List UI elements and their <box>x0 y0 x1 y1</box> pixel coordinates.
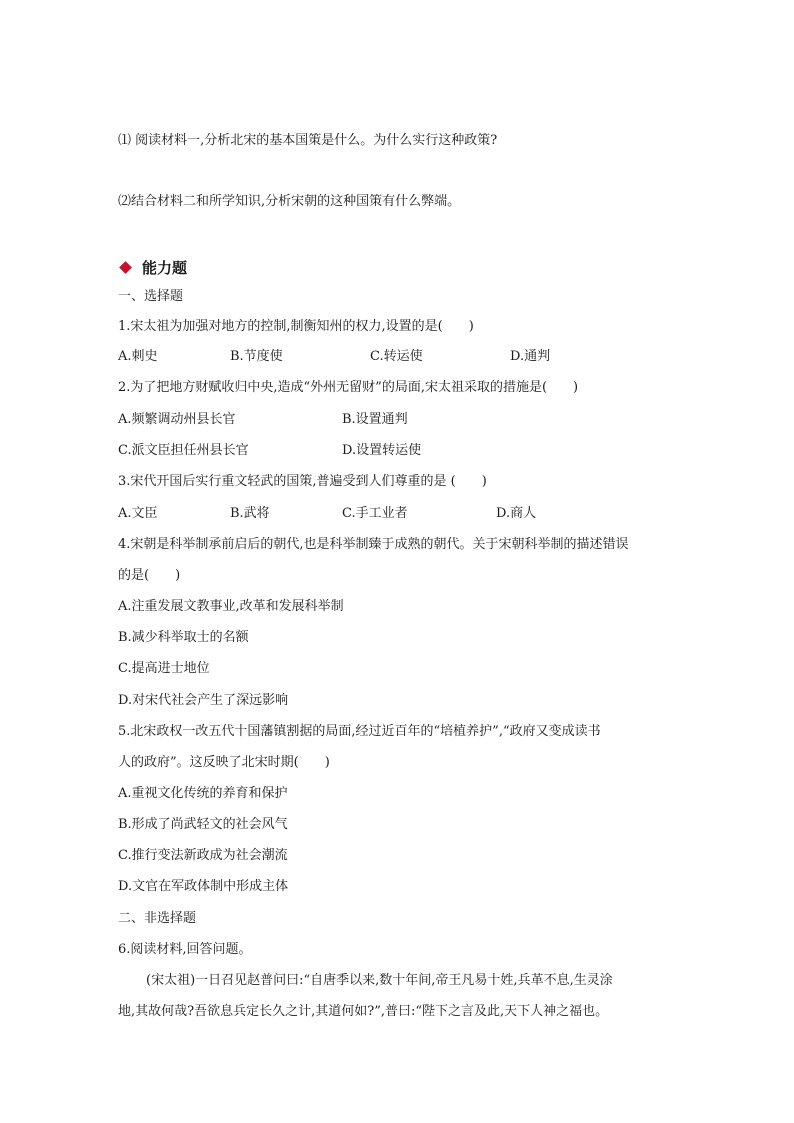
question-6-passage-line2: 地,其故何哉?吾欲息兵定长久之计,其道何如?”,普曰:“陛下之言及此,天下人神之福也。 <box>118 1004 609 1019</box>
option-a: A.刺史 <box>118 349 158 364</box>
choice-question-2-stem: 2.为了把地方财赋收归中央,造成“外州无留财”的局面,宋太祖采取的措施是( ) <box>118 380 579 395</box>
choice-question-5-stem-line1: 5.北宋政权一改五代十国藩镇割据的局面,经过近百年的“培植养护”,“政府又变成读书 <box>118 724 601 739</box>
choice-question-4-stem-line2: 的是( ) <box>118 568 181 583</box>
option-a: A.注重发展文教事业,改革和发展科举制 <box>118 599 344 614</box>
option-c: C.手工业者 <box>342 506 408 521</box>
choice-question-3-stem: 3.宋代开国后实行重文轻武的国策,普遍受到人们尊重的是 ( ) <box>118 474 487 489</box>
question-6-stem: 6.阅读材料,回答问题。 <box>118 942 252 957</box>
option-d: D.对宋代社会产生了深远影响 <box>118 693 289 708</box>
section-heading-text: 能力题 <box>142 259 188 277</box>
option-a: A.频繁调动州县长官 <box>118 412 236 427</box>
option-d: D.通判 <box>510 349 551 364</box>
option-a: A.重视文化传统的养育和保护 <box>118 786 288 801</box>
section-heading <box>118 258 187 278</box>
option-d: D.设置转运使 <box>342 443 422 458</box>
option-b: B.减少科举取士的名额 <box>118 630 249 645</box>
question-1-analysis: ⑴ 阅读材料一,分析北宋的基本国策是什么。为什么实行这种政策? <box>118 133 498 148</box>
option-c: C.转运使 <box>370 349 423 364</box>
option-b: B.设置通判 <box>342 412 408 427</box>
part1-title: 一、选择题 <box>118 289 184 304</box>
choice-question-5-stem-line2: 人的政府”。这反映了北宋时期( ) <box>118 755 330 770</box>
question-2-analysis: ⑵结合材料二和所学知识,分析宋朝的这种国策有什么弊端。 <box>118 194 461 209</box>
option-c: C.提高进士地位 <box>118 661 210 676</box>
question-6-passage-line1: (宋太祖)一日召见赵普问曰:“自唐季以来,数十年间,帝王凡易十姓,兵革不息,生灵涂 <box>146 973 613 988</box>
option-b: B.形成了尚武轻文的社会风气 <box>118 817 288 832</box>
option-d: D.商人 <box>496 506 537 521</box>
red-diamond-icon <box>119 261 132 274</box>
choice-question-4-stem-line1: 4.宋朝是科举制承前启后的朝代,也是科举制臻于成熟的朝代。关于宋朝科举制的描述错误 <box>118 537 629 552</box>
option-a: A.文臣 <box>118 506 158 521</box>
option-b: B.节度使 <box>230 349 283 364</box>
option-c: C.推行变法新政成为社会潮流 <box>118 848 288 863</box>
part2-title: 二、非选择题 <box>118 911 197 926</box>
option-d: D.文官在军政体制中形成主体 <box>118 879 289 894</box>
choice-question-1-stem: 1.宋太祖为加强对地方的控制,制衡知州的权力,设置的是( ) <box>118 319 474 334</box>
option-b: B.武将 <box>230 506 270 521</box>
option-c: C.派文臣担任州县长官 <box>118 443 249 458</box>
